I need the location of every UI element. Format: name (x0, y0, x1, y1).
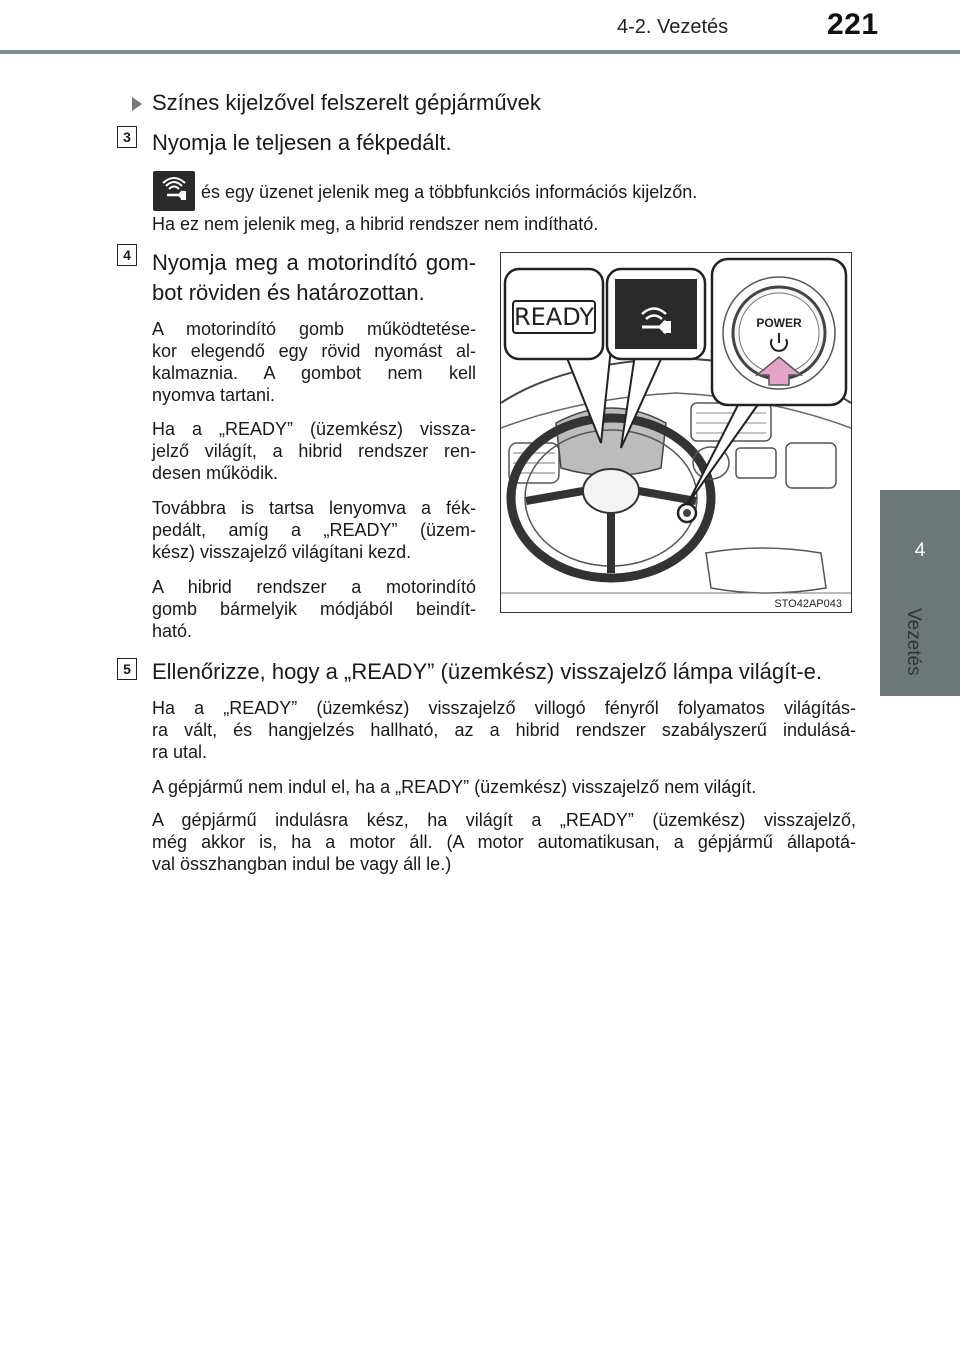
step-4-paragraph-1 (152, 318, 476, 406)
text-line: kor elegendő egy rövid nyomást al- (152, 341, 476, 361)
step-3-title: Nyomja le teljesen a fékpedált. (152, 130, 452, 155)
text-line: val összhangban indul be vagy áll le.) (152, 854, 452, 874)
text-line: ható. (152, 621, 193, 641)
text-line: még akkor is, ha a motor áll. (A motor automatikusan, a gépjármű állapotá- (152, 832, 856, 852)
page-number: 221 (827, 8, 879, 41)
step-4-paragraph-4 (152, 576, 476, 642)
text-line: nyomva tartani. (152, 385, 276, 405)
text-line: gomb bármelyik módjából beindít- (152, 599, 476, 619)
step-number-3: 3 (117, 126, 137, 148)
step-4-paragraph-3 (152, 497, 476, 563)
chapter-label: Vezetés (903, 608, 924, 676)
step-4-paragraph-2 (152, 418, 476, 484)
brake-pedal-indicator-icon (153, 171, 195, 211)
text-line: Ha a „READY” (üzemkész) vissza- (152, 419, 476, 439)
bullet-heading: Színes kijelzővel felszerelt gépjárművek (152, 90, 541, 115)
bullet-triangle-icon (132, 97, 142, 111)
text-line: A gépjármű nem indul el, ha a „READY” (üzemkész) visszajelző nem világít. (152, 777, 757, 797)
header-rule (0, 50, 960, 54)
text-line: ra utal. (152, 742, 208, 762)
text-line: A gépjármű indulásra kész, ha világít a „READY” (üzemkész) visszajelző, (152, 810, 856, 830)
step-4-title-line-1: Nyomja meg a motorindító gom- (152, 250, 476, 275)
dashboard-figure (500, 252, 852, 613)
figure-code: STO42AP043 (774, 598, 842, 610)
step-3-paragraph-2: Ha ez nem jelenik meg, a hibrid rendszer nem indítható. (152, 214, 599, 234)
step-5-paragraph-1 (152, 697, 856, 763)
step-4-title-line-2: bot röviden és határozottan. (152, 280, 425, 305)
chapter-number: 4 (914, 540, 926, 561)
text-line: Továbbra is tartsa lenyomva a fék- (152, 498, 476, 518)
step-number-4: 4 (117, 244, 137, 266)
text-line: desen működik. (152, 463, 279, 483)
text-line: kész) visszajelző világítani kezd. (152, 542, 412, 562)
step-number-5: 5 (117, 658, 137, 680)
step-3-paragraph-1: és egy üzenet jelenik meg a többfunkciós információs kijelzőn. (201, 182, 698, 202)
text-line: A motorindító gomb működtetése- (152, 319, 476, 339)
step-5-title: Ellenőrizze, hogy a „READY” (üzemkész) visszajelző lámpa világít-e. (152, 659, 823, 684)
step-5-paragraph-2 (152, 776, 856, 798)
text-line: A hibrid rendszer a motorindító (152, 577, 476, 597)
text-line: kalmaznia. A gombot nem kell (152, 363, 476, 383)
ready-indicator-text: READY (513, 303, 595, 331)
step-5-paragraph-3 (152, 809, 856, 875)
power-button-label: POWER (756, 316, 802, 330)
running-header-section: 4-2. Vezetés (617, 16, 729, 38)
text-line: jelző világít, a hibrid rendszer ren- (152, 441, 476, 461)
dashboard-illustration (501, 253, 851, 612)
text-line: pedált, amíg a „READY” (üzem- (152, 520, 476, 540)
text-line: ra vált, és hangjelzés hallható, az a hibrid rendszer szabályszerű indulásá- (152, 720, 856, 740)
text-line: Ha a „READY” (üzemkész) visszajelző villogó fényről folyamatos világítás- (152, 698, 856, 718)
